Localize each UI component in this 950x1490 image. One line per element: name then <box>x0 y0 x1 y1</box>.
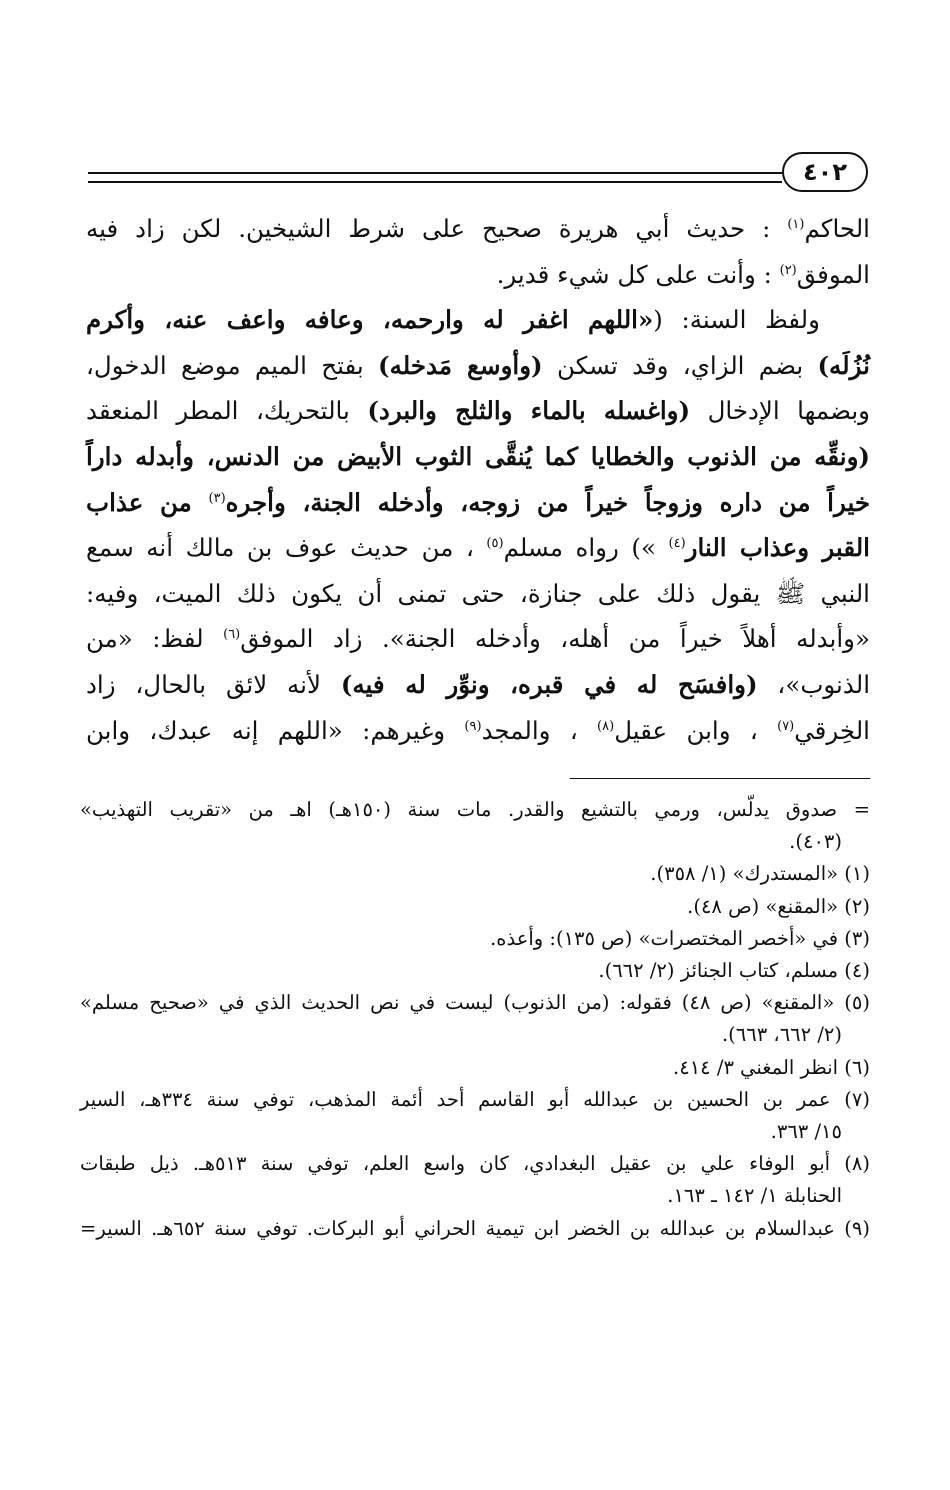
footnote-2: (٢) «المقنع» (ص ٤٨). <box>687 894 870 918</box>
text-line-12: الخِرقي$^{(٧)}$ ، وابن عقيل$^{(٨)}$ ، والمجد$^{(٩)}$ وغيرهم: «اللهم إنه عبدك، وابن <box>86 715 870 745</box>
footnote-ref: (٤) <box>668 536 686 551</box>
text-line-1: الحاكم$^{(١)}$ : حديث أبي هريرة صحيح على شرط الشيخين. لكن زاد فيه <box>86 214 870 243</box>
footnote-ref: (٢) <box>779 262 797 278</box>
footnote-8: (٨) أبو الوفاء علي بن عقيل البغدادي، كان واسع العلم، توفي سنة ٥١٣هـ. ذيل طبقات <box>80 1152 870 1176</box>
text-line-2: الموفق$^{(٢)}$ : وأنت على كل شيء قدير. <box>496 259 870 289</box>
footnote-ref: (٩) <box>464 718 482 734</box>
header-rule <box>88 172 782 183</box>
footnote-ref: (٧) <box>777 718 795 734</box>
footnote-continuation: = صدوق يدلّس، ورمي بالتشيع والقدر. مات سنة (١٥٠هـ) اهـ من «تقريب التهذيب» <box>80 798 870 821</box>
text-line-10: «وأبدله أهلاً خيراً من أهله، وأدخله الجنة». زاد الموفق$^{(٦)}$ لفظ: «من <box>86 624 870 654</box>
footnote-6: (٦) انظر المغني ٣/ ٤١٤. <box>673 1055 870 1079</box>
text-line-8: القبر وعذاب النار$^{(٤)}$ ») رواه مسلم$^{(٥)}$ ، من حديث عوف بن مالك أنه سمع <box>86 533 870 563</box>
footnote-continuation-line: (٤٠٣). <box>789 830 842 854</box>
footnote-5-line-2: (٢/ ٦٦٢، ٦٦٣). <box>721 1023 842 1047</box>
text-line-6: (ونقِّه من الذنوب والخطايا كما يُنقَّى الثوب الأبيض من الدنس، وأبدله داراً <box>86 441 870 471</box>
footnotes <box>80 794 870 1245</box>
footnote-3: (٣) في «أخصر المختصرات» (ص ١٣٥): وأعذه. <box>490 926 870 950</box>
text-line-9: النبي ﷺ يقول ذلك على جنازة، حتى تمنى أن يكون ذلك الميت، وفيه: <box>86 578 870 608</box>
footnote-ref: (١) <box>787 216 805 232</box>
text-line-3: ولفظ السنة: («اللهم اغفر له وارحمه، وعافه واعف عنه، وأكرم <box>86 305 820 335</box>
footnote-7: (٧) عمر بن الحسين بن عبدالله أبو القاسم أحد أئمة المذهب، توفي سنة ٣٣٤هـ، السير <box>80 1087 870 1111</box>
footnote-1: (١) «المستدرك» (١/ ٣٥٨). <box>650 862 870 886</box>
text-line-11: الذنوب»، (وافسَح له في قبره، ونوِّر له فيه) لأنه لائق بالحال، زاد <box>86 669 871 699</box>
text-line-5: وبضمها الإدخال (واغسله بالماء والثلج والبرد) بالتحريك، المطر المنعقد <box>86 396 870 426</box>
footnote-ref: (٥) <box>486 536 504 551</box>
footnote-ref: (٨) <box>597 718 615 734</box>
page-number: ٤٠٢ <box>782 152 868 192</box>
footnote-9: (٩) عبدالسلام بن عبدالله بن الخضر ابن تيمية الحراني أبو البركات. توفي سنة ٦٥٢هـ. السير= <box>80 1216 870 1240</box>
text-line-7: خيراً من داره وزوجاً خيراً من زوجه، وأدخله الجنة، وأجره$^{(٣)}$ من عذاب <box>86 487 870 517</box>
main-text <box>86 206 870 753</box>
footnote-8-line-2: الحنابلة ١/ ١٤٢ ـ ١٦٣. <box>667 1184 842 1208</box>
footnote-5: (٥) «المقنع» (ص ٤٨) فقوله: (من الذنوب) ليست في نص الحديث الذي في «صحيح مسلم» <box>80 991 870 1015</box>
text-line-4: نُزُلَه) بضم الزاي، وقد تسكن (وأوسع مَدخله) بفتح الميم موضع الدخول، <box>86 350 870 380</box>
footnote-4: (٤) مسلم، كتاب الجنائز (٢/ ٦٦٢). <box>598 959 870 983</box>
footnote-separator <box>570 778 870 779</box>
page-header <box>88 150 868 200</box>
footnote-ref: (٦) <box>223 627 241 643</box>
footnote-ref: (٣) <box>208 490 226 506</box>
footnote-7-line-2: ١٥/ ٣٦٣. <box>770 1120 842 1144</box>
